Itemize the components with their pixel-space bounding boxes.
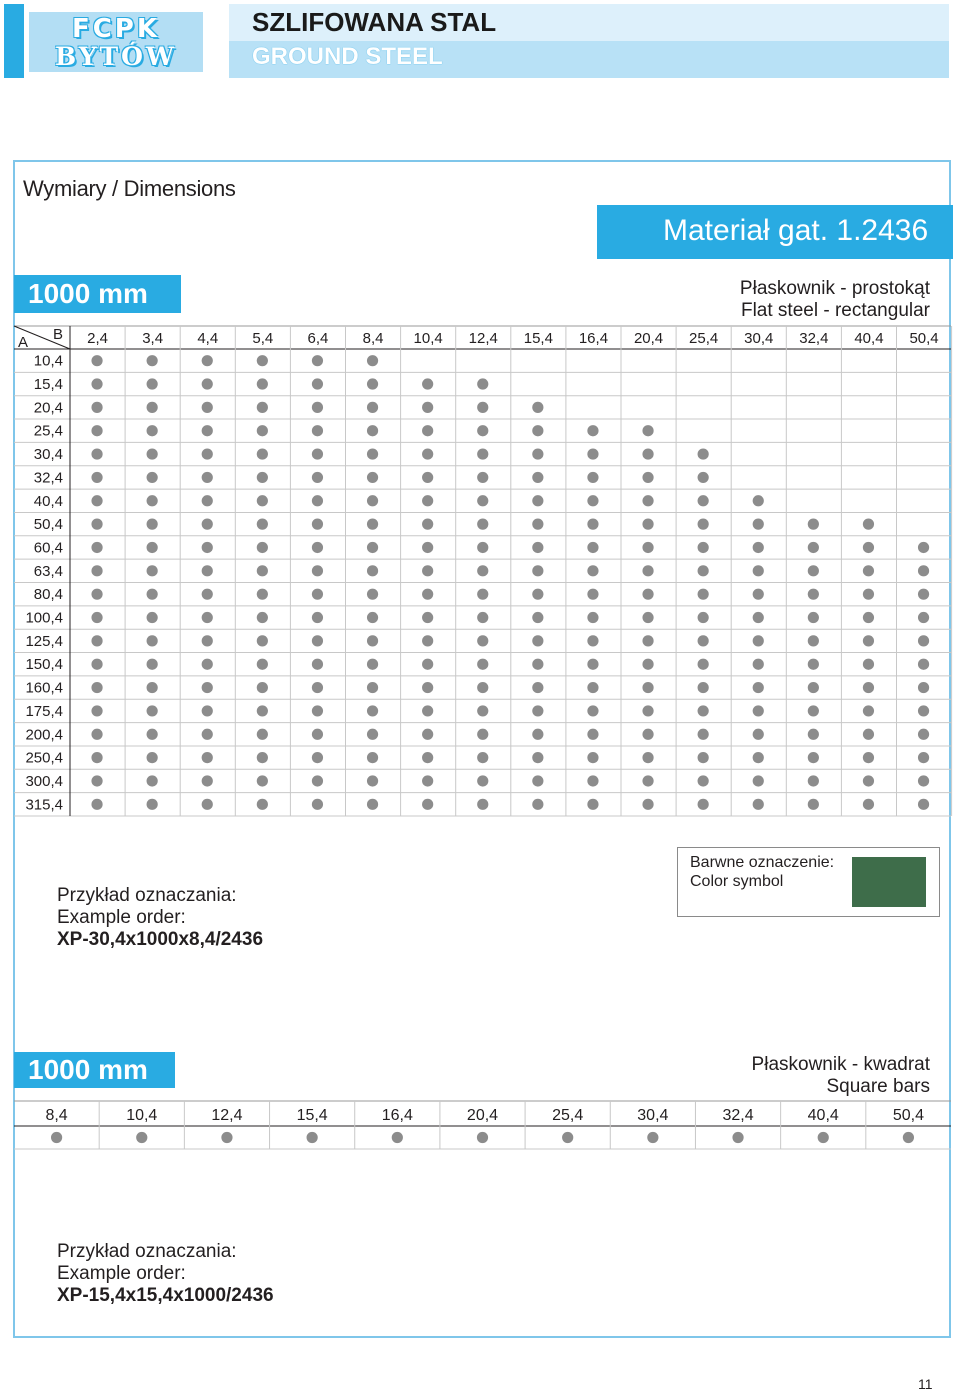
page-title-pl: SZLIFOWANA STAL	[252, 7, 497, 37]
square-availability-dot	[136, 1132, 147, 1143]
square-size-header: 50,4	[892, 1107, 924, 1124]
flat-title-en: Flat steel - rectangular	[740, 300, 930, 321]
square-size-header: 32,4	[722, 1107, 754, 1124]
square-size-header: 15,4	[296, 1107, 328, 1124]
row-header-a: 125,4	[25, 632, 63, 650]
row-header-a: 250,4	[25, 749, 63, 767]
square-availability-dot	[818, 1132, 829, 1143]
square-title-en: Square bars	[826, 1076, 930, 1097]
flat-length-badge: 1000 mm	[14, 275, 181, 313]
material-grade: Materiał gat. 1.2436	[663, 214, 929, 247]
row-header-a: 30,4	[33, 446, 63, 464]
row-header-a: 60,4	[33, 539, 63, 557]
row-header-a: 315,4	[25, 796, 63, 814]
row-header-a: 160,4	[25, 679, 63, 697]
col-header-b: 6,4	[307, 330, 329, 347]
page-number: 11	[918, 1376, 933, 1392]
square-size-header: 8,4	[45, 1107, 68, 1124]
row-header-a: 300,4	[25, 772, 63, 790]
row-header-a: 20,4	[33, 399, 63, 417]
col-header-b: 3,4	[142, 330, 164, 347]
square-example-code: XP-15,4x15,4x1000/2436	[57, 1285, 274, 1306]
row-header-a: 63,4	[33, 562, 63, 580]
square-availability-dot	[647, 1132, 658, 1143]
flat-example-label-pl: Przykład oznaczania:	[57, 885, 237, 906]
row-header-a: 10,4	[33, 352, 63, 370]
col-header-b: 4,4	[197, 330, 219, 347]
logo-line-2: BYTÓW	[55, 42, 177, 71]
row-header-a: 150,4	[25, 656, 63, 674]
square-availability-dot	[51, 1132, 62, 1143]
row-header-a: 200,4	[25, 726, 63, 744]
col-header-b: 25,4	[689, 330, 719, 347]
col-header-b: 20,4	[633, 330, 664, 347]
square-availability-dot	[477, 1132, 488, 1143]
square-length-badge: 1000 mm	[14, 1052, 175, 1088]
row-header-a: 40,4	[33, 492, 63, 510]
dimensions-heading: Wymiary / Dimensions	[23, 176, 236, 201]
square-availability-dot	[307, 1132, 318, 1143]
square-availability-dot	[221, 1132, 232, 1143]
square-availability-dot	[392, 1132, 403, 1143]
row-header-a: 32,4	[33, 469, 63, 487]
col-header-b: 8,4	[362, 330, 384, 347]
page-title-en: GROUND STEEL	[252, 43, 443, 70]
square-size-header: 25,4	[552, 1107, 584, 1124]
col-header-b: 5,4	[252, 330, 274, 347]
square-example-label-en: Example order:	[57, 1263, 186, 1284]
square-size-header: 30,4	[637, 1107, 669, 1124]
col-header-b: 10,4	[413, 330, 443, 347]
square-size-header: 12,4	[211, 1107, 243, 1124]
col-header-b: 32,4	[799, 330, 829, 347]
corner-label-a: A	[18, 334, 29, 351]
col-header-b: 12,4	[468, 330, 498, 347]
flat-title-pl: Płaskownik - prostokąt	[739, 278, 930, 299]
col-header-b: 16,4	[578, 330, 609, 347]
row-header-a: 80,4	[33, 586, 63, 604]
square-size-header: 40,4	[807, 1107, 839, 1124]
col-header-b: 15,4	[523, 330, 553, 347]
square-title-pl: Płaskownik - kwadrat	[751, 1054, 930, 1075]
square-availability-dot	[732, 1132, 743, 1143]
square-example-label-pl: Przykład oznaczania:	[57, 1241, 237, 1262]
square-availability-dot	[562, 1132, 573, 1143]
col-header-b: 50,4	[909, 330, 939, 347]
logo-line-1: FCPK	[71, 14, 161, 44]
row-header-a: 175,4	[25, 702, 63, 720]
square-availability-dot	[903, 1132, 914, 1143]
row-header-a: 100,4	[25, 609, 63, 627]
flat-example-label-en: Example order:	[57, 907, 186, 928]
row-header-a: 25,4	[33, 422, 63, 440]
col-header-b: 40,4	[854, 330, 884, 347]
flat-example-code: XP-30,4x1000x8,4/2436	[57, 929, 264, 950]
col-header-b: 30,4	[744, 330, 774, 347]
square-size-header: 10,4	[126, 1107, 158, 1124]
color-symbol-label-pl: Barwne oznaczenie:	[690, 854, 835, 871]
square-size-header: 20,4	[466, 1107, 499, 1124]
col-header-b: 2,4	[87, 330, 108, 347]
row-header-a: 15,4	[33, 376, 63, 394]
color-symbol-label-en: Color symbol	[690, 873, 784, 890]
row-header-a: 50,4	[33, 516, 63, 534]
square-size-header: 16,4	[381, 1107, 413, 1124]
corner-label-b: B	[53, 326, 64, 343]
